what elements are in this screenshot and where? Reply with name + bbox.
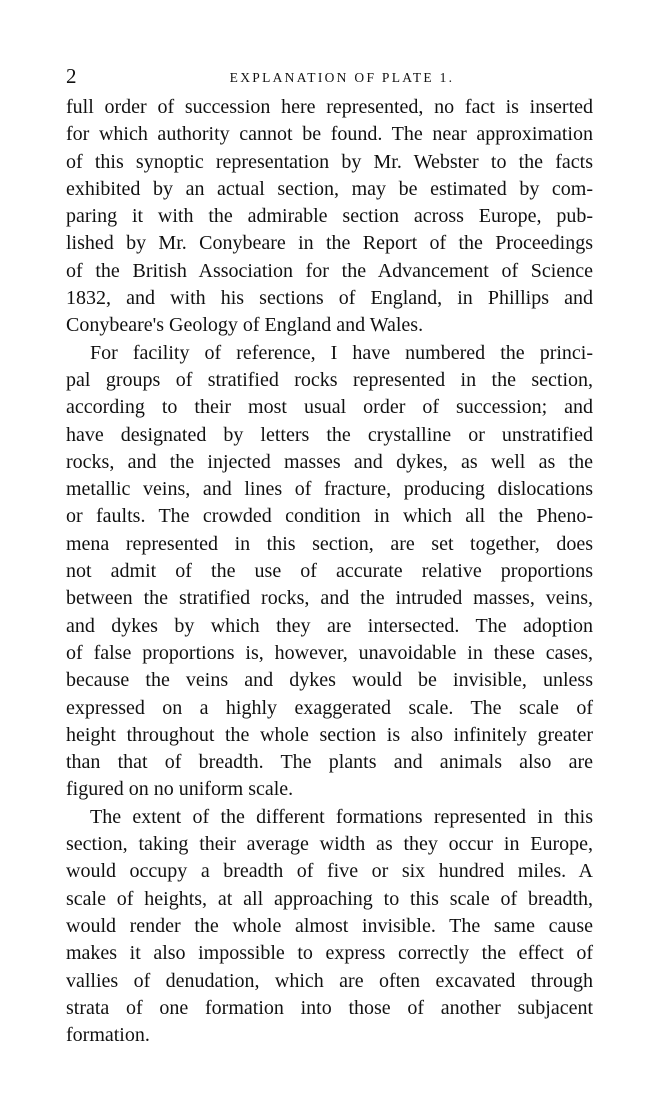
text-line: of this synoptic representation by Mr. Webster to the facts [66,150,593,173]
text-line: metallic veins, and lines of fracture, producing dislocations [66,478,593,501]
text-line: of the British Association for the Advancement of Science [66,259,593,282]
text-line: vallies of denudation, which are often excavated through [66,969,593,992]
book-page [66,58,593,1049]
text-line: exhibited by an actual section, may be estimated by com- [66,177,593,200]
text-line: pal groups of stratified rocks represented in the section, [66,368,593,391]
text-line: than that of breadth. The plants and animals also are [66,751,593,774]
paragraph [66,340,593,804]
text-line: lished by Mr. Conybeare in the Report of the Proceedings [66,232,593,255]
text-line: rocks, and the injected masses and dykes, as well as the [66,450,593,473]
page-header [66,58,593,94]
text-line: The extent of the different formations represented in this [90,805,593,828]
text-line: full order of succession here represented, no fact is inserted [66,96,593,118]
text-line: section, taking their average width as they occur in Europe, [66,833,593,856]
page-number: 2 [66,64,77,88]
text-line: mena represented in this section, are set together, does [66,532,593,555]
text-line: scale of heights, at all approaching to this scale of breadth, [66,887,593,910]
running-head: EXPLANATION OF PLATE 1. [229,70,455,85]
text-line: according to their most usual order of succession; and [66,396,593,419]
text-line: of false proportions is, however, unavoidable in these cases, [66,641,593,664]
text-line: and dykes by which they are intersected. The adoption [66,614,593,637]
text-line: have designated by letters the crystalline or unstratified [66,423,593,446]
text-line: Conybeare's Geology of England and Wales. [66,314,424,337]
text-line: would occupy a breadth of five or six hundred miles. A [66,860,593,883]
text-line: paring it with the admirable section across Europe, pub- [66,205,593,228]
paragraph [66,804,593,1050]
text-line: not admit of the use of accurate relative proportions [66,560,593,583]
text-line: or faults. The crowded condition in which all the Pheno- [66,505,593,528]
text-line: formation. [66,1024,150,1047]
text-line: because the veins and dykes would be invisible, unless [66,669,593,692]
paragraph [66,94,593,340]
text-line: would render the whole almost invisible. The same cause [66,914,593,937]
text-line: for which authority cannot be found. The near approximation [66,123,593,146]
text-line: strata of one formation into those of another subjacent [66,996,593,1019]
text-line: between the stratified rocks, and the intruded masses, veins, [66,587,593,610]
body-text [66,94,593,1049]
text-line: For facility of reference, I have numbered the princi- [90,341,593,364]
text-line: figured on no uniform scale. [66,778,294,801]
text-line: 1832, and with his sections of England, in Phillips and [66,287,593,310]
text-line: height throughout the whole section is also infinitely greater [66,723,593,746]
text-line: expressed on a highly exaggerated scale. The scale of [66,696,593,719]
text-line: makes it also impossible to express correctly the effect of [66,942,593,965]
